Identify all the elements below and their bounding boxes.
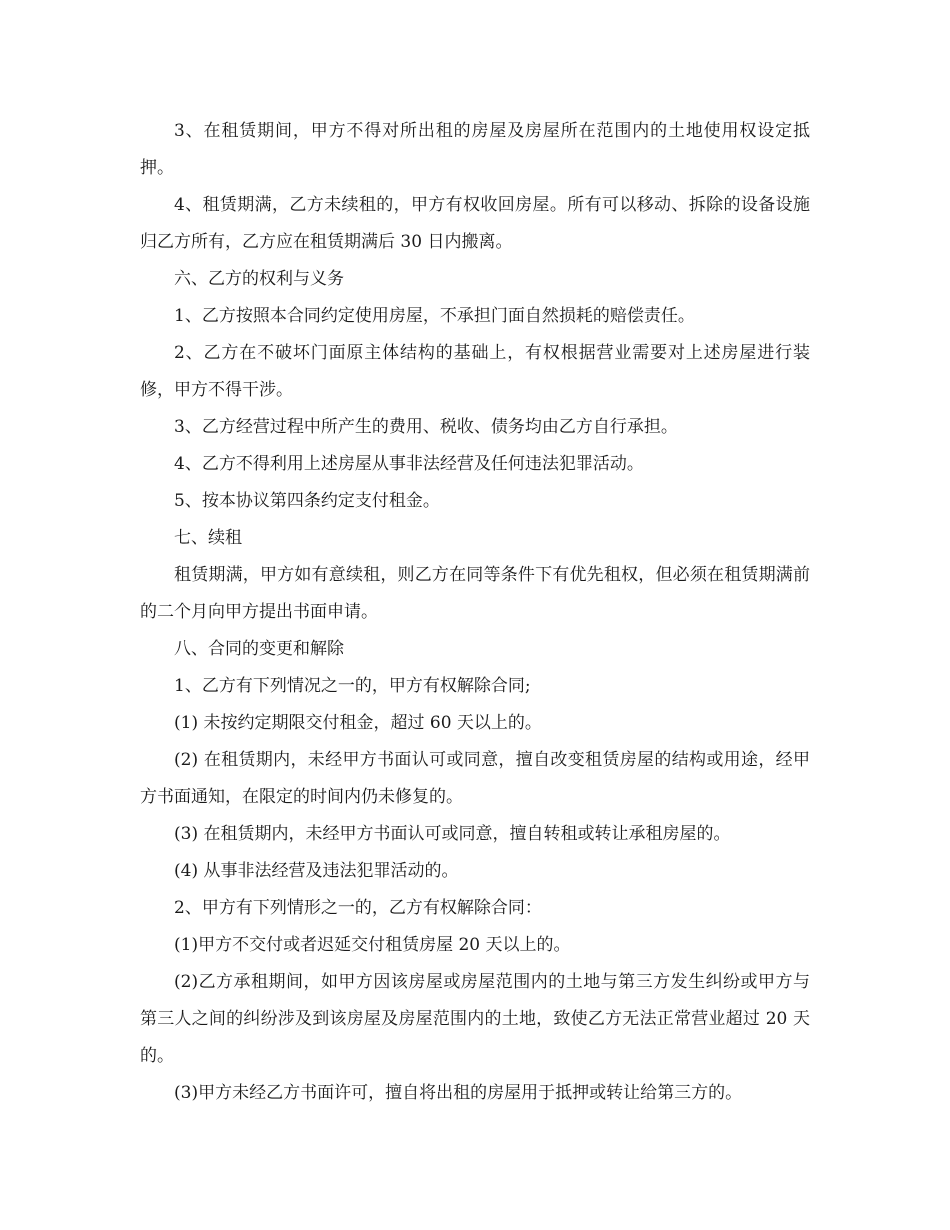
paragraph-17: (3)甲方未经乙方书面许可，擅自将出租的房屋用于抵押或转让给第三方的。 — [174, 1083, 743, 1103]
paragraph-8: 租赁期满，甲方如有意续租，则乙方在同等条件下有优先租权，但必须在租赁期满前的二个月向甲方提出书面申请。 — [140, 565, 810, 622]
paragraph-9: 1、乙方有下列情况之一的，甲方有权解除合同; — [174, 676, 531, 696]
paragraph-7: 5、按本协议第四条约定支付租金。 — [174, 491, 440, 511]
paragraph-10: (1) 未按约定期限交付租金，超过 60 天以上的。 — [174, 713, 542, 733]
paragraph-12: (3) 在租赁期内，未经甲方书面认可或同意，擅自转租或转让承租房屋的。 — [174, 824, 731, 844]
paragraph-16: (2)乙方承租期间，如甲方因该房屋或房屋范围内的土地与第三方发生纠纷或甲方与第三人之间的纠纷涉及到该房屋及房屋范围内的土地，致使乙方无法正常营业超过 20 天的。 — [140, 972, 810, 1066]
paragraph-13: (4) 从事非法经营及违法犯罪活动的。 — [174, 861, 459, 881]
paragraph-2: 4、租赁期满，乙方未续租的，甲方有权收回房屋。所有可以移动、拆除的设备设施归乙方所有，乙方应在租赁期满后 30 日内搬离。 — [140, 195, 810, 252]
section-heading-6: 六、乙方的权利与义务 — [174, 269, 344, 289]
paragraph-5: 3、乙方经营过程中所产生的费用、税收、债务均由乙方自行承担。 — [174, 417, 678, 437]
document-body — [140, 113, 810, 1112]
section-heading-8: 八、合同的变更和解除 — [174, 639, 344, 659]
paragraph-15: (1)甲方不交付或者迟延交付租赁房屋 20 天以上的。 — [174, 935, 571, 955]
section-heading-7: 七、续租 — [174, 528, 242, 548]
paragraph-3: 1、乙方按照本合同约定使用房屋，不承担门面自然损耗的赔偿责任。 — [174, 306, 695, 326]
paragraph-1: 3、在租赁期间，甲方不得对所出租的房屋及房屋所在范围内的土地使用权设定抵押。 — [140, 121, 810, 178]
paragraph-11: (2) 在租赁期内，未经甲方书面认可或同意，擅自改变租赁房屋的结构或用途，经甲方书面通知，在限定的时间内仍未修复的。 — [140, 750, 810, 807]
paragraph-6: 4、乙方不得利用上述房屋从事非法经营及任何违法犯罪活动。 — [174, 454, 644, 474]
paragraph-14: 2、甲方有下列情形之一的，乙方有权解除合同： — [174, 898, 542, 918]
paragraph-4: 2、乙方在不破坏门面原主体结构的基础上，有权根据营业需要对上述房屋进行装修，甲方不得干涉。 — [140, 343, 810, 400]
